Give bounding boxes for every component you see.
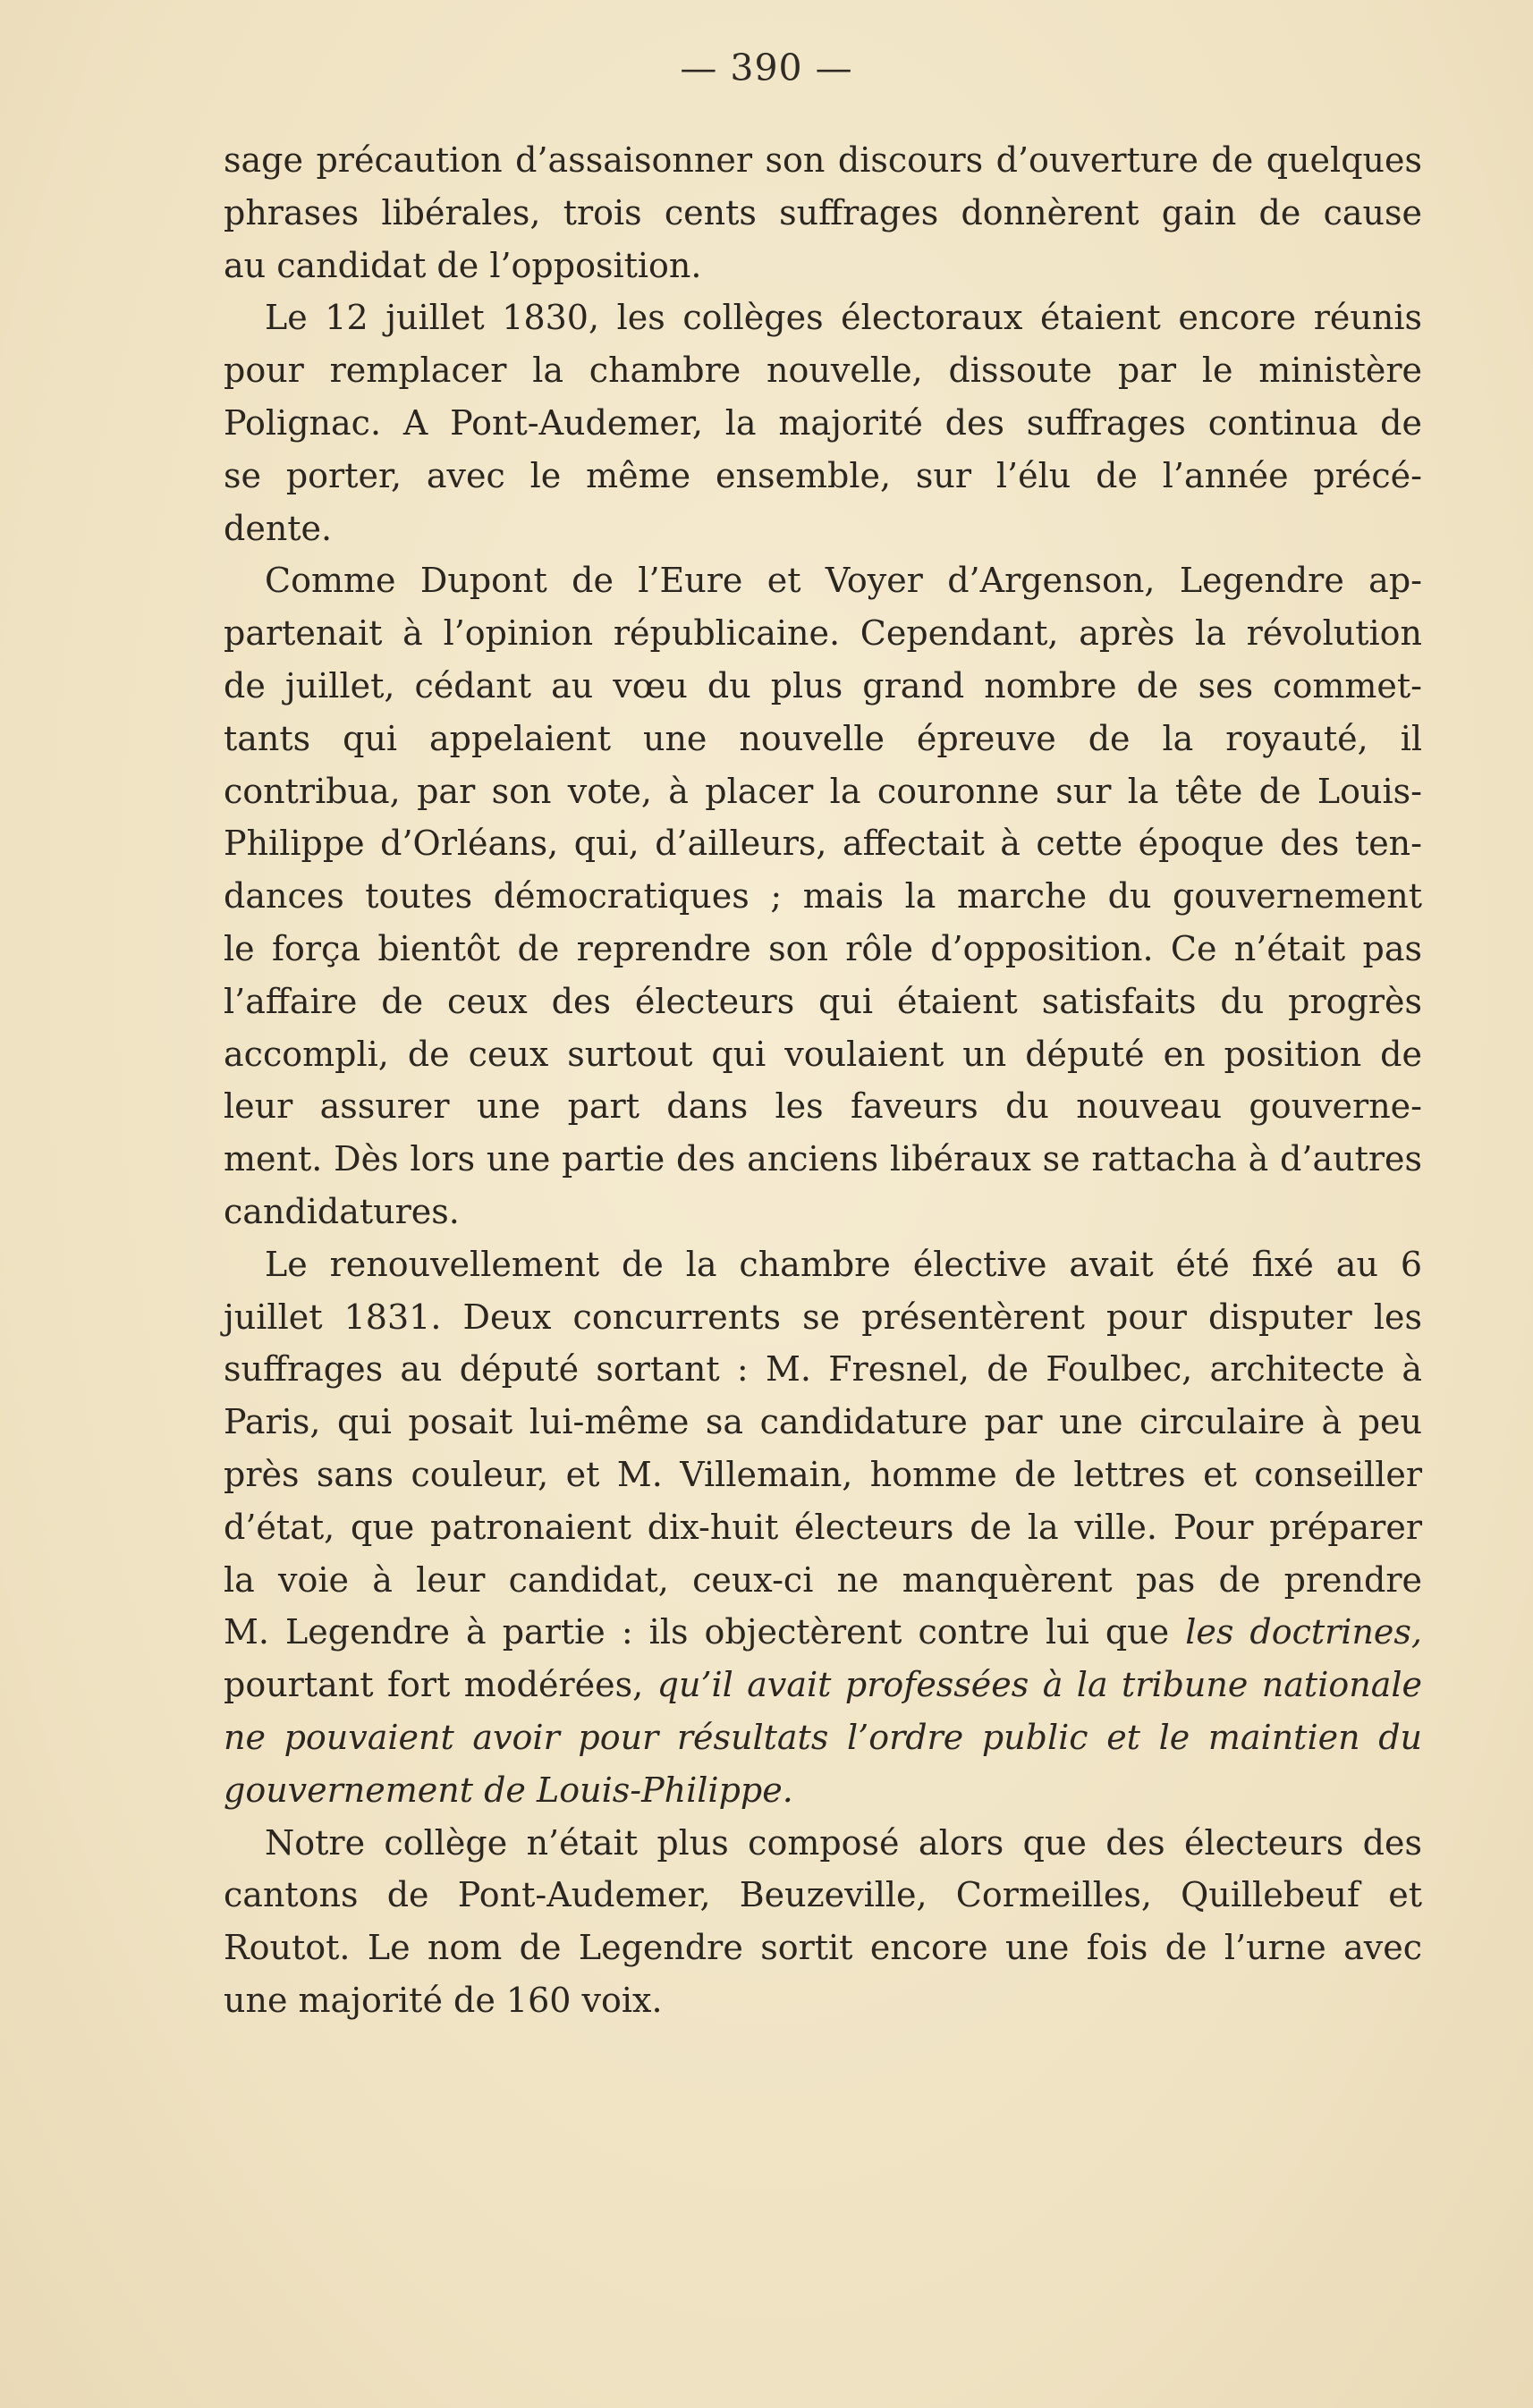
text-line-mixed: [224, 1606, 1422, 1659]
text-line: leur assurer une part dans les faveurs du nouveau gouverne-: [224, 1086, 1422, 1127]
text-line: Polignac. A Pont-Audemer, la majorité des suffrages continua de: [224, 402, 1422, 443]
text-line: pour remplacer la chambre nouvelle, dissoute par le ministère: [224, 351, 1422, 391]
text-line: tants qui appelaient une nouvelle épreuve de la royauté, il: [224, 718, 1422, 758]
text-line: juillet 1831. Deux concurrents se présentèrent pour disputer les: [224, 1297, 1422, 1337]
text-line: une majorité de 160 voix.: [224, 1980, 663, 2020]
text-line: suffrages au député sortant : M. Fresnel, de Foulbec, architecte à: [224, 1349, 1422, 1390]
text-line: cantons de Pont-Audemer, Beuzeville, Cormeilles, Quillebeuf et: [224, 1875, 1422, 1915]
text-line: au candidat de l’opposition.: [224, 245, 702, 285]
text-line: dente.: [224, 508, 333, 548]
text-line: de juillet, cédant au vœu du plus grand nombre de ses commet-: [224, 665, 1422, 706]
text-line: près sans couleur, et M. Villemain, homme de lettres et conseiller: [224, 1454, 1422, 1494]
text-line: Notre collège n’était plus composé alors que des électeurs des: [265, 1822, 1422, 1863]
text-line: dances toutes démocratiques ; mais la marche du gouvernement: [224, 876, 1422, 917]
text-line: Le renouvellement de la chambre élective avait été fixé au 6: [265, 1244, 1422, 1284]
text-line: le força bientôt de reprendre son rôle d’opposition. Ce n’était pas: [224, 928, 1422, 968]
italic-quote: qu’il avait professées à la tribune nationale: [656, 1665, 1423, 1705]
text-line: Philippe d’Orléans, qui, d’ailleurs, affectait à cette époque des ten-: [224, 824, 1422, 864]
roman-text: pourtant fort modérées,: [224, 1665, 644, 1705]
text-line: phrases libérales, trois cents suffrages donnèrent gain de cause: [224, 192, 1422, 232]
text-line: Le 12 juillet 1830, les collèges électoraux étaient encore réunis: [265, 298, 1422, 338]
text-line: candidatures.: [224, 1191, 460, 1231]
text-line: partenait à l’opinion républicaine. Cependant, après la révolution: [224, 613, 1422, 654]
text-line: Comme Dupont de l’Eure et Voyer d’Argenson, Legendre ap-: [265, 561, 1422, 601]
text-line: la voie à leur candidat, ceux-ci ne manquèrent pas de prendre: [224, 1559, 1422, 1600]
italic-quote: les doctrines,: [1185, 1612, 1422, 1652]
italic-quote-line: gouvernement de Louis-Philippe.: [224, 1770, 793, 1810]
text-line: contribua, par son vote, à placer la couronne sur la tête de Louis-: [224, 771, 1422, 811]
text-line: sage précaution d’assaisonner son discours d’ouverture de quelques: [224, 140, 1422, 180]
text-line-mixed: [224, 1659, 1422, 1711]
roman-text: M. Legendre à partie : ils objectèrent contre lui que: [224, 1612, 1170, 1652]
page-number: — 390 —: [680, 46, 853, 89]
italic-quote-line: ne pouvaient avoir pour résultats l’ordre public et le maintien du: [224, 1717, 1422, 1757]
text-line: d’état, que patronaient dix-huit électeurs de la ville. Pour préparer: [224, 1507, 1422, 1547]
text-line: se porter, avec le même ensemble, sur l’élu de l’année précé-: [224, 455, 1422, 495]
body-text: [224, 134, 1422, 2027]
text-line: Routot. Le nom de Legendre sortit encore une fois de l’urne avec: [224, 1928, 1422, 1968]
text-line: ment. Dès lors une partie des anciens libéraux se rattacha à d’autres: [224, 1139, 1422, 1179]
text-line: l’affaire de ceux des électeurs qui étaient satisfaits du progrès: [224, 981, 1422, 1021]
text-line: Paris, qui posait lui-même sa candidature par une circulaire à peu: [224, 1402, 1422, 1442]
text-line: accompli, de ceux surtout qui voulaient un député en position de: [224, 1034, 1422, 1074]
